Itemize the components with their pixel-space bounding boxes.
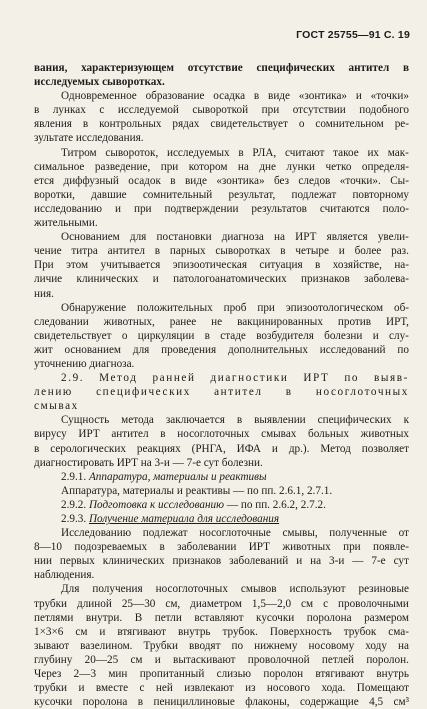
text-line: петлями внутри. В петли вставляют кусочки поролона размером — [34, 611, 409, 624]
text-line: смывах — [34, 400, 79, 413]
text-line: трубки и вместе с ней извлекают из носового хода. Помещают — [34, 682, 409, 695]
text-line: наблюдения. — [34, 569, 95, 582]
text-line: Аппаратура, материалы и реактивы — по пп. 2.6.1, 2.7.1. — [61, 484, 333, 497]
text-line: Исследованию подлежат носоглоточные смывы, полученные от — [61, 527, 409, 540]
text-line: чение титра антител в парных сыворотках в четыре и более раз. — [34, 245, 409, 258]
text-line: кусочки поролона в пенициллиновые флаконы, содержащие 4,5 см³ — [34, 696, 409, 709]
body-text — [34, 61, 409, 709]
text-line: нии первых клинических признаков заболеваний и на 3-и — 7-е сут — [34, 555, 409, 568]
text-line: в серологических реакциях (РНГА, ИФА и др.). Метод позволяет — [34, 442, 409, 455]
text-line: личие клинических и патологоанатомических признаков заболева- — [34, 273, 409, 286]
text-line: трубки длиной 25—30 см, диаметром 1,5—2,0 см с проволочными — [34, 597, 409, 610]
text-line: Титром сывороток, исследуемых в РЛА, считают такое их мак- — [61, 146, 409, 159]
text-line: явления в контрольных рядах свидетельствует о сомнительном ре- — [34, 118, 409, 131]
text-line: свидетельствует о циркуляции в стаде возбудителя болезни и слу- — [34, 329, 409, 342]
text-line: Сущность метода заключается в выявлении специфических к — [61, 414, 409, 427]
text-line: жит основанием для проведения дополнительных исследований по — [34, 343, 409, 356]
text-line: ния. — [34, 287, 54, 300]
text-line: уточнению диагноза. — [34, 357, 135, 370]
text-line: Через 2—3 мин пропитанный слизью поролон втягивают внутрь — [34, 668, 409, 681]
text-line: жительными. — [34, 217, 98, 230]
text-line: 1×3×6 см и втягивают внутрь трубок. Поверхность трубок сма- — [34, 625, 409, 638]
text-line: исследованию и при подтверждении результатов считаются поло- — [34, 202, 409, 215]
text-line: исследуемых сыворотках. — [34, 76, 165, 89]
text-line: лению специфических антител в носоглоточных — [34, 386, 409, 399]
text-line: 2.9. Метод ранней диагностики ИРТ по выяв- — [61, 372, 409, 385]
page-header: ГОСТ 25755—91 С. 19 — [296, 29, 410, 41]
text-line: воротки, давшие сомнительный результат, подлежат повторному — [34, 188, 409, 201]
text-line: зывают вазелином. Трубки вводят по нижнему носовому ходу на — [34, 639, 409, 652]
text-line: глубину 20—25 см и вытаскивают проволочной петлей поролон. — [34, 653, 409, 666]
text-line: Обнаружение положительных проб при эпизоотологическом об- — [61, 301, 409, 314]
text-line: симальное разведение, при котором на дне лунки четко определя- — [34, 160, 409, 173]
text-line: диагностировать ИРТ на 3-и — 7-е сут болезни. — [34, 456, 263, 469]
text-line: зультате исследования. — [34, 132, 144, 145]
text-line: вирусу ИРТ антител в носоглоточных смывах больных животных — [34, 428, 409, 441]
text-line: При этом учитывается эпизоотическая ситуация в хозяйстве, на- — [34, 259, 409, 272]
text-line: вания, характеризующем отсутствие специфических антител в — [34, 62, 409, 74]
text-line: ется диффузный осадок в виде «зонтика» без следов «точки». Сы- — [34, 174, 409, 187]
text-line: Для получения носоглоточных смывов используют резиновые — [61, 583, 409, 596]
text-line: в лунках с исследуемой сывороткой при отсутствии подобного — [34, 104, 409, 117]
text-line: Основанием для постановки диагноза на ИРТ является увели- — [61, 231, 409, 244]
text-line: 2.9.3. Получение материала для исследования — [61, 513, 280, 525]
text-line: следовании животных, ранее не вакцинированных против ИРТ, — [34, 315, 409, 328]
text-line: 2.9.2. Подготовка к исследованию — по пп. 2.6.2, 2.7.2. — [61, 498, 326, 511]
text-line: Одновременное образование осадка в виде «зонтика» и «точки» — [61, 90, 409, 103]
text-line: 8—10 подозреваемых в заболевании ИРТ животных при появле- — [34, 541, 409, 554]
text-line: 2.9.1. Аппаратура, материалы и реактивы — [61, 470, 267, 483]
